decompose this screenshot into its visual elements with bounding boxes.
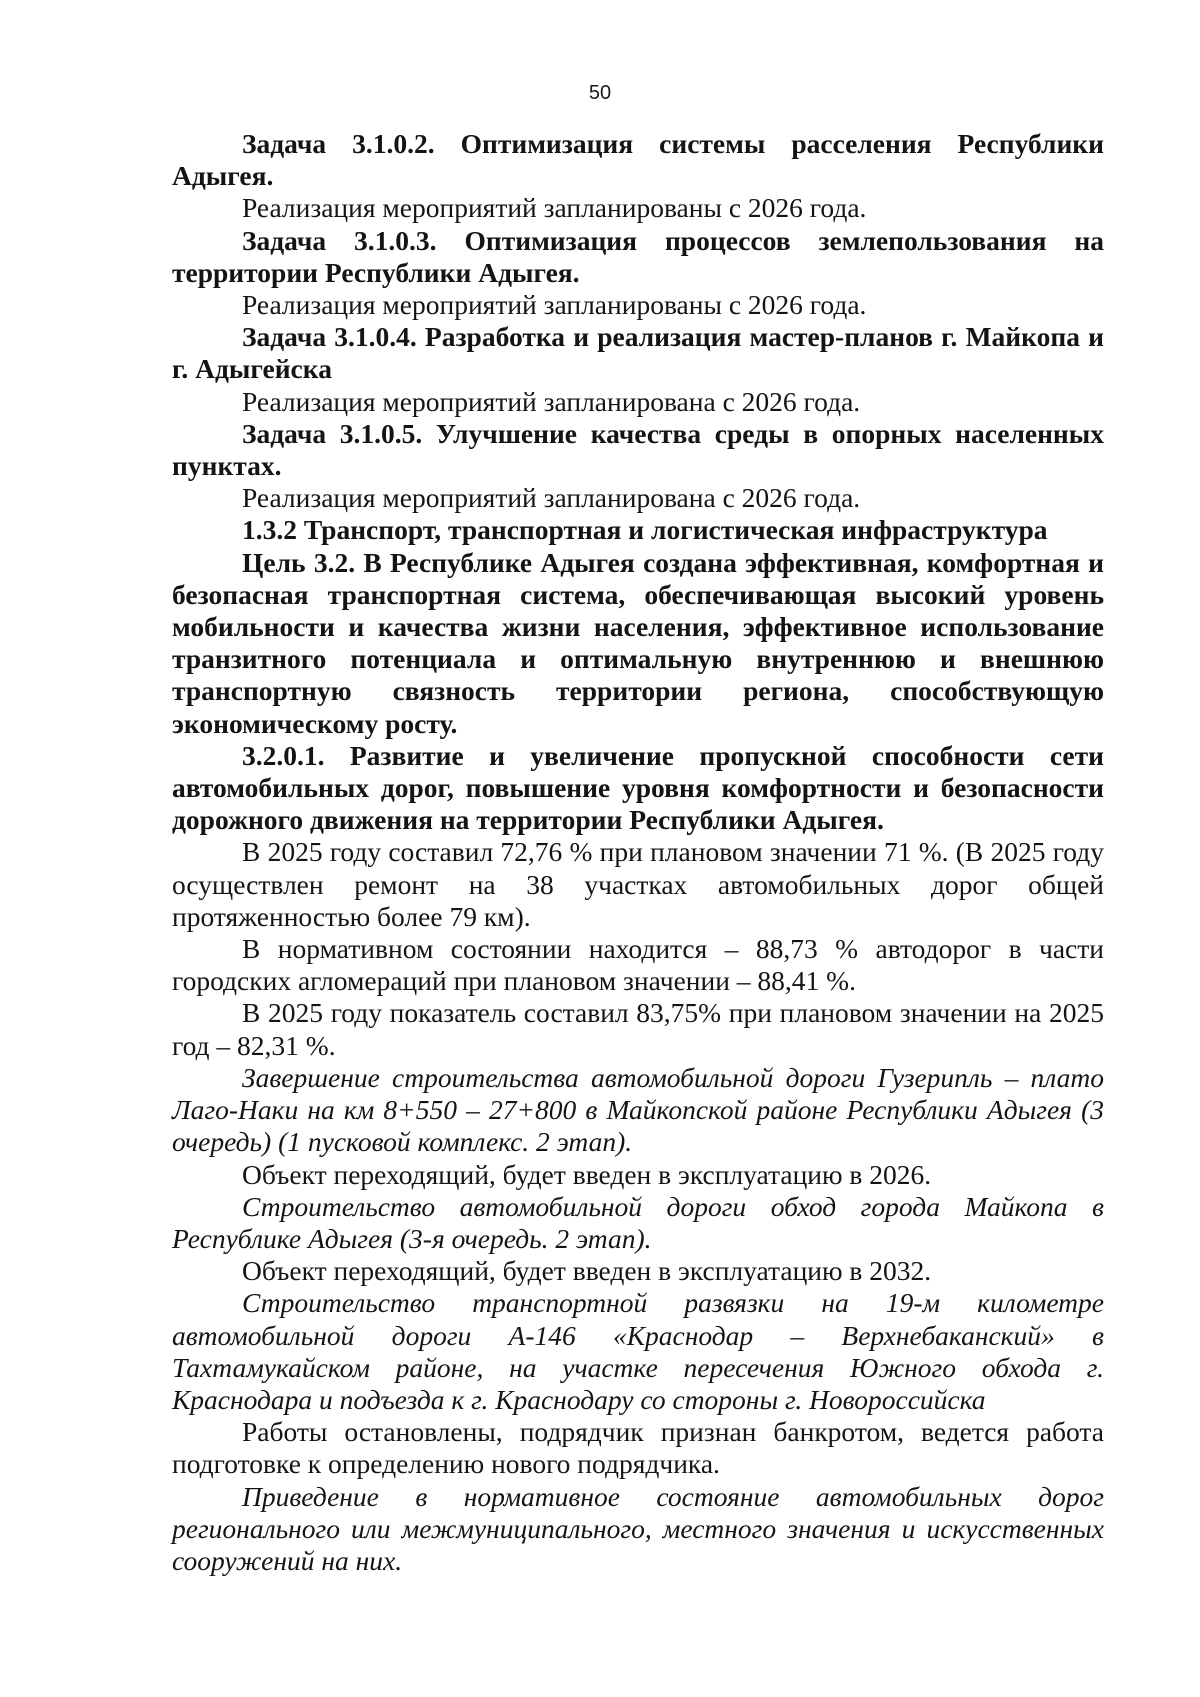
task-3-1-0-4-status: Реализация мероприятий запланирована с 2026 года.	[242, 385, 861, 417]
project-title-italic: Приведение в нормативное состояние автомобильных дорог регионального или межмуниципального, местного значения и искусственных сооружений на них.	[172, 1480, 1104, 1576]
body-paragraph: В 2025 году показатель составил 83,75% при плановом значении на 2025 год – 82,31 %.	[172, 997, 1104, 1061]
task-3-1-0-4-heading: Задача 3.1.0.4. Разработка и реализация мастер-планов г. Майкопа и г. Адыгейска	[172, 321, 1104, 385]
project-title-italic: Строительство автомобильной дороги обход города Майкопа в Республике Адыгея (3-я очередь. 2 этап).	[172, 1190, 1104, 1254]
project-title-italic: Строительство транспортной развязки на 19-м километре автомобильной дороги А-146 «Краснодар – Верхнебаканский» в Тахтамукайском районе, на участке пересечения Южного обхода г. Краснодара и подъезда к г. Краснодару со стороны г. Новороссийска	[172, 1287, 1104, 1415]
project-status: Объект переходящий, будет введен в эксплуатацию в 2026.	[242, 1158, 932, 1190]
document-body	[172, 128, 1104, 1577]
body-paragraph: В нормативном состоянии находится – 88,73 % автодорог в части городских агломераций при плановом значении – 88,41 %.	[172, 933, 1104, 997]
task-3-1-0-5-heading: Задача 3.1.0.5. Улучшение качества среды в опорных населенных пунктах.	[172, 417, 1104, 482]
item-3-2-0-1-heading: 3.2.0.1. Развитие и увеличение пропускной способности сети автомобильных дорог, повышение уровня комфортности и безопасности дорожного движения на территории Республики Адыгея.	[172, 739, 1104, 836]
task-3-1-0-5-status: Реализация мероприятий запланирована с 2026 года.	[242, 482, 861, 514]
task-3-1-0-2-heading: Задача 3.1.0.2. Оптимизация системы расселения Республики Адыгея.	[172, 128, 1104, 192]
project-status: Работы остановлены, подрядчик признан банкротом, ведется работа подготовке к определению нового подрядчика.	[172, 1416, 1104, 1480]
page-number: 50	[588, 82, 612, 104]
project-status: Объект переходящий, будет введен в эксплуатацию в 2032.	[242, 1255, 932, 1287]
section-heading-transport: 1.3.2 Транспорт, транспортная и логистическая инфраструктура	[242, 514, 1048, 546]
task-3-1-0-3-heading: Задача 3.1.0.3. Оптимизация процессов землепользования на территории Республики Адыгея.	[172, 224, 1104, 288]
body-paragraph: В 2025 году составил 72,76 % при плановом значении 71 %. (В 2025 году осуществлен ремонт на 38 участках автомобильных дорог общей протяженностью более 79 км).	[172, 836, 1104, 932]
task-3-1-0-3-status: Реализация мероприятий запланированы с 2026 года.	[242, 289, 867, 321]
task-3-1-0-2-status: Реализация мероприятий запланированы с 2026 года.	[242, 192, 867, 224]
project-title-italic: Завершение строительства автомобильной дороги Гузерипль – плато Лаго-Наки на км 8+550 – 27+800 в Майкопской районе Республики Адыгея (3 очередь) (1 пусковой комплекс. 2 этап).	[172, 1061, 1104, 1158]
goal-3-2-paragraph: Цель 3.2. В Республике Адыгея создана эффективная, комфортная и безопасная транспортная система, обеспечивающая высокий уровень мобильности и качества жизни населения, эффективное использование транзитного потенциала и оптимальную внутреннюю и внешнюю транспортную связность территории региона, способствующую экономическому росту.	[172, 546, 1104, 739]
